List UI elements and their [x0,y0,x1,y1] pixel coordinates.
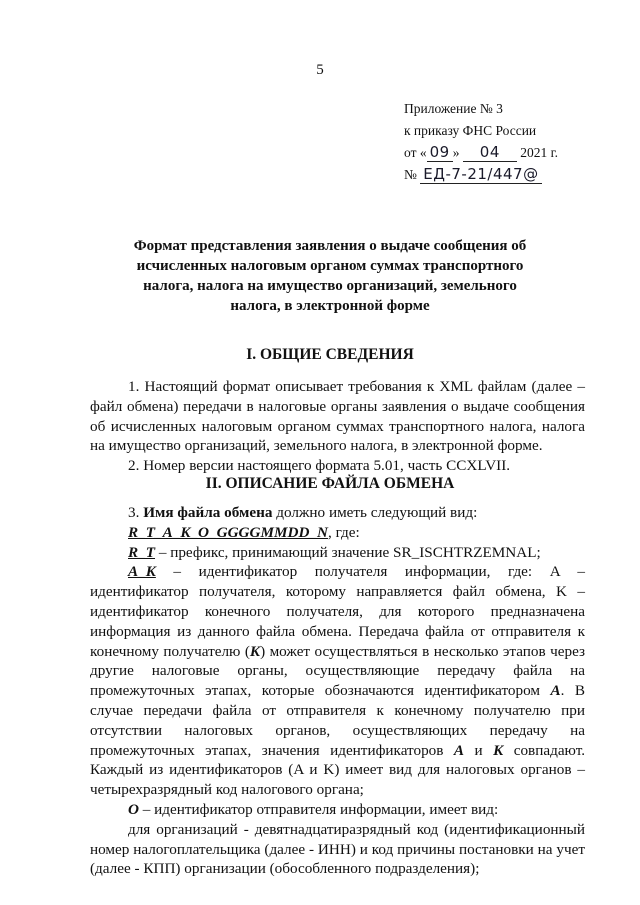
date-day: 09 [427,143,453,162]
o-text: – идентификатор отправителя информации, имеет вид: [138,800,499,818]
pattern-suffix: , где: [327,523,360,541]
filename-pattern: R_T_A_K_O_GGGGMMDD_N [128,523,328,541]
ak-text-4: совпадают. Каждый из идентификаторов (A и K) имеет вид для налоговых органов – четырехразрядный код налогового органа; [90,741,585,799]
ak-a-2: A [453,741,465,759]
paragraph-2: 2. Номер версии настоящего формата 5.01, часть CCXLVII. [128,457,511,475]
ak-k-1: K [249,642,261,660]
document-title: Формат представления заявления о выдаче сообщения об исчисленных налоговым органом суммах транспортного налога, налога на имущество организаций, земельного налога, в электронной форме [133,238,527,314]
ak-k-2: K [493,741,504,759]
ak-definition [90,562,585,800]
number-value: ЕД-7-21/447@ [420,165,541,184]
paragraph-3 [90,503,585,523]
section-2-heading: II. ОПИСАНИЕ ФАЙЛА ОБМЕНА [205,475,455,492]
p3-term: Имя файла обмена [143,504,273,521]
order-date [404,142,558,164]
date-prefix: от « [404,145,427,160]
o-definition [90,800,585,820]
page-number: 5 [316,62,324,78]
ak-text-3: . В случае передачи файла от отправителя к конечному получателю при отсутствии налоговых органов, осуществляющих передачу на промежуточных этапах, значения идентификаторов [90,682,585,759]
ak-a-1: A [550,682,561,700]
date-month: 04 [463,143,517,162]
ak-text-2: ) может осуществляться в несколько этапов через другие налоговые органы, осуществляющие передачу файла на промежуточных этапах, которые обозначаются идентификатором [90,642,585,700]
paragraph-1: 1. Настоящий формат описывает требования к XML файлам (далее – файл обмена) передачи в налоговые органы заявления о выдаче сообщения об исчисленных налоговым органом суммах транспортного налога, налога на имущество организаций, земельного налога, в электронной форме. [90,378,585,455]
p3-text: должно иметь следующий вид: [272,504,478,521]
date-year: 2021 г. [520,145,558,160]
section-1-heading: I. ОБЩИЕ СВЕДЕНИЯ [246,346,414,363]
prefix-definition [90,543,585,563]
section-1-body [90,377,585,476]
ak-key: A_K [128,563,156,581]
order-number [404,164,558,186]
section-2-body [90,503,585,879]
date-mid: » [452,145,460,160]
appendix-block [404,98,558,186]
ak-text-1: – идентификатор получателя информации, где: A – идентификатор получателя, которому направляется файл обмена, K – идентификатор конечного получателя, для которого предназначена информация из данного файла обмена. Передача файла от отправителя к конечному получателю ( [90,563,585,660]
organization-identifier: для организаций - девятнадцатиразрядный код (идентификационный номер налогоплательщика (далее - ИНН) и код причины постановки на учет (далее - КПП) организации (обособленного подразделения); [90,820,585,878]
appendix-title: Приложение № 3 [404,101,503,116]
filename-pattern-line [90,523,585,543]
o-key: O [128,800,139,818]
number-prefix: № [404,167,417,182]
ak-and: и [464,741,494,759]
order-reference: к приказу ФНС России [404,123,537,138]
rt-key: R_T [128,543,156,561]
rt-text: – префикс, принимающий значение SR_ISCHTRZEMNAL; [155,543,541,561]
p3-number: 3. [128,504,144,521]
